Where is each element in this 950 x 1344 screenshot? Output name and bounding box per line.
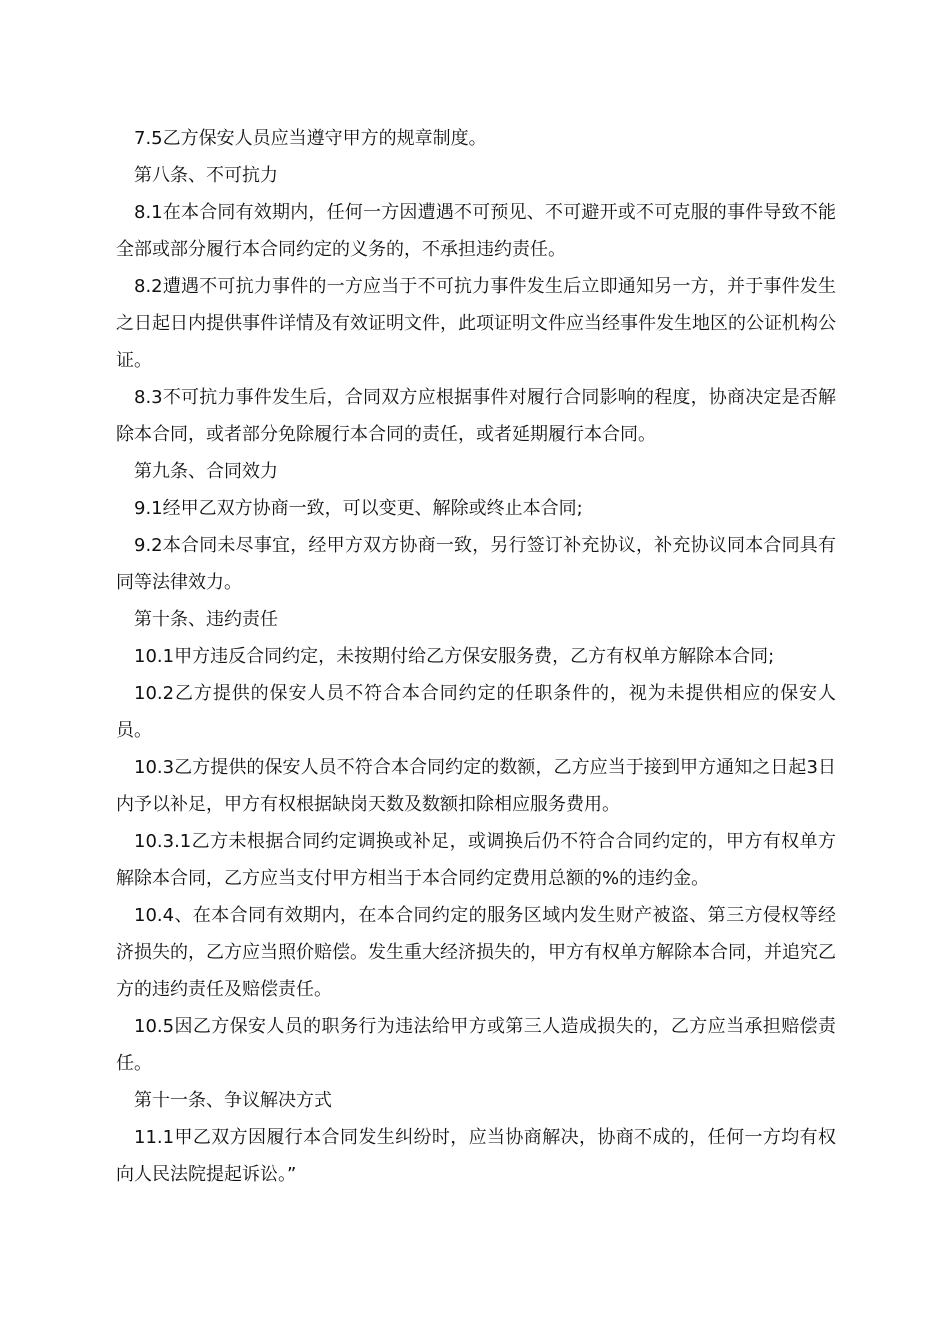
clause-10-2: 10.2乙方提供的保安人员不符合本合同约定的任职条件的，视为未提供相应的保安人员。 [116,683,836,741]
article-10-heading: 第十条、违约责任 [134,609,278,630]
clause-11-1: 11.1甲乙双方因履行本合同发生纠纷时，应当协商解决，协商不成的，任何一方均有权向人民法院提起诉讼。” [116,1127,836,1185]
article-11-heading: 第十一条、争议解决方式 [134,1090,332,1111]
clause-8-3: 8.3不可抗力事件发生后，合同双方应根据事件对履行合同影响的程度，协商决定是否解除本合同，或者部分免除履行本合同的责任，或者延期履行本合同。 [116,387,836,445]
clause-10-5: 10.5因乙方保安人员的职务行为违法给甲方或第三人造成损失的，乙方应当承担赔偿责任。 [116,1016,836,1074]
document-body [116,120,836,1193]
clause-10-4: 10.4、在本合同有效期内，在本合同约定的服务区域内发生财产被盗、第三方侵权等经济损失的，乙方应当照价赔偿。发生重大经济损失的，甲方有权单方解除本合同，并追究乙方的违约责任及赔偿责任。 [116,905,836,1000]
article-9-heading: 第九条、合同效力 [134,461,278,482]
clause-7-5: 7.5乙方保安人员应当遵守甲方的规章制度。 [134,128,487,149]
clause-9-1: 9.1经甲乙双方协商一致，可以变更、解除或终止本合同; [134,498,583,519]
clause-8-2: 8.2遭遇不可抗力事件的一方应当于不可抗力事件发生后立即通知另一方，并于事件发生之日起日内提供事件详情及有效证明文件，此项证明文件应当经事件发生地区的公证机构公证。 [116,276,836,371]
clause-10-3: 10.3乙方提供的保安人员不符合本合同约定的数额，乙方应当于接到甲方通知之日起3日内予以补足，甲方有权根据缺岗天数及数额扣除相应服务费用。 [116,757,836,815]
clause-9-2: 9.2本合同未尽事宜，经甲方双方协商一致，另行签订补充协议，补充协议同本合同具有同等法律效力。 [116,535,836,593]
article-8-heading: 第八条、不可抗力 [134,165,278,186]
clause-8-1: 8.1在本合同有效期内，任何一方因遭遇不可预见、不可避开或不可克服的事件导致不能全部或部分履行本合同约定的义务的，不承担违约责任。 [116,202,836,260]
clause-10-3-1: 10.3.1乙方未根据合同约定调换或补足，或调换后仍不符合合同约定的，甲方有权单方解除本合同，乙方应当支付甲方相当于本合同约定费用总额的%的违约金。 [116,831,836,889]
clause-10-1: 10.1甲方违反合同约定，未按期付给乙方保安服务费，乙方有权单方解除本合同; [134,646,775,667]
